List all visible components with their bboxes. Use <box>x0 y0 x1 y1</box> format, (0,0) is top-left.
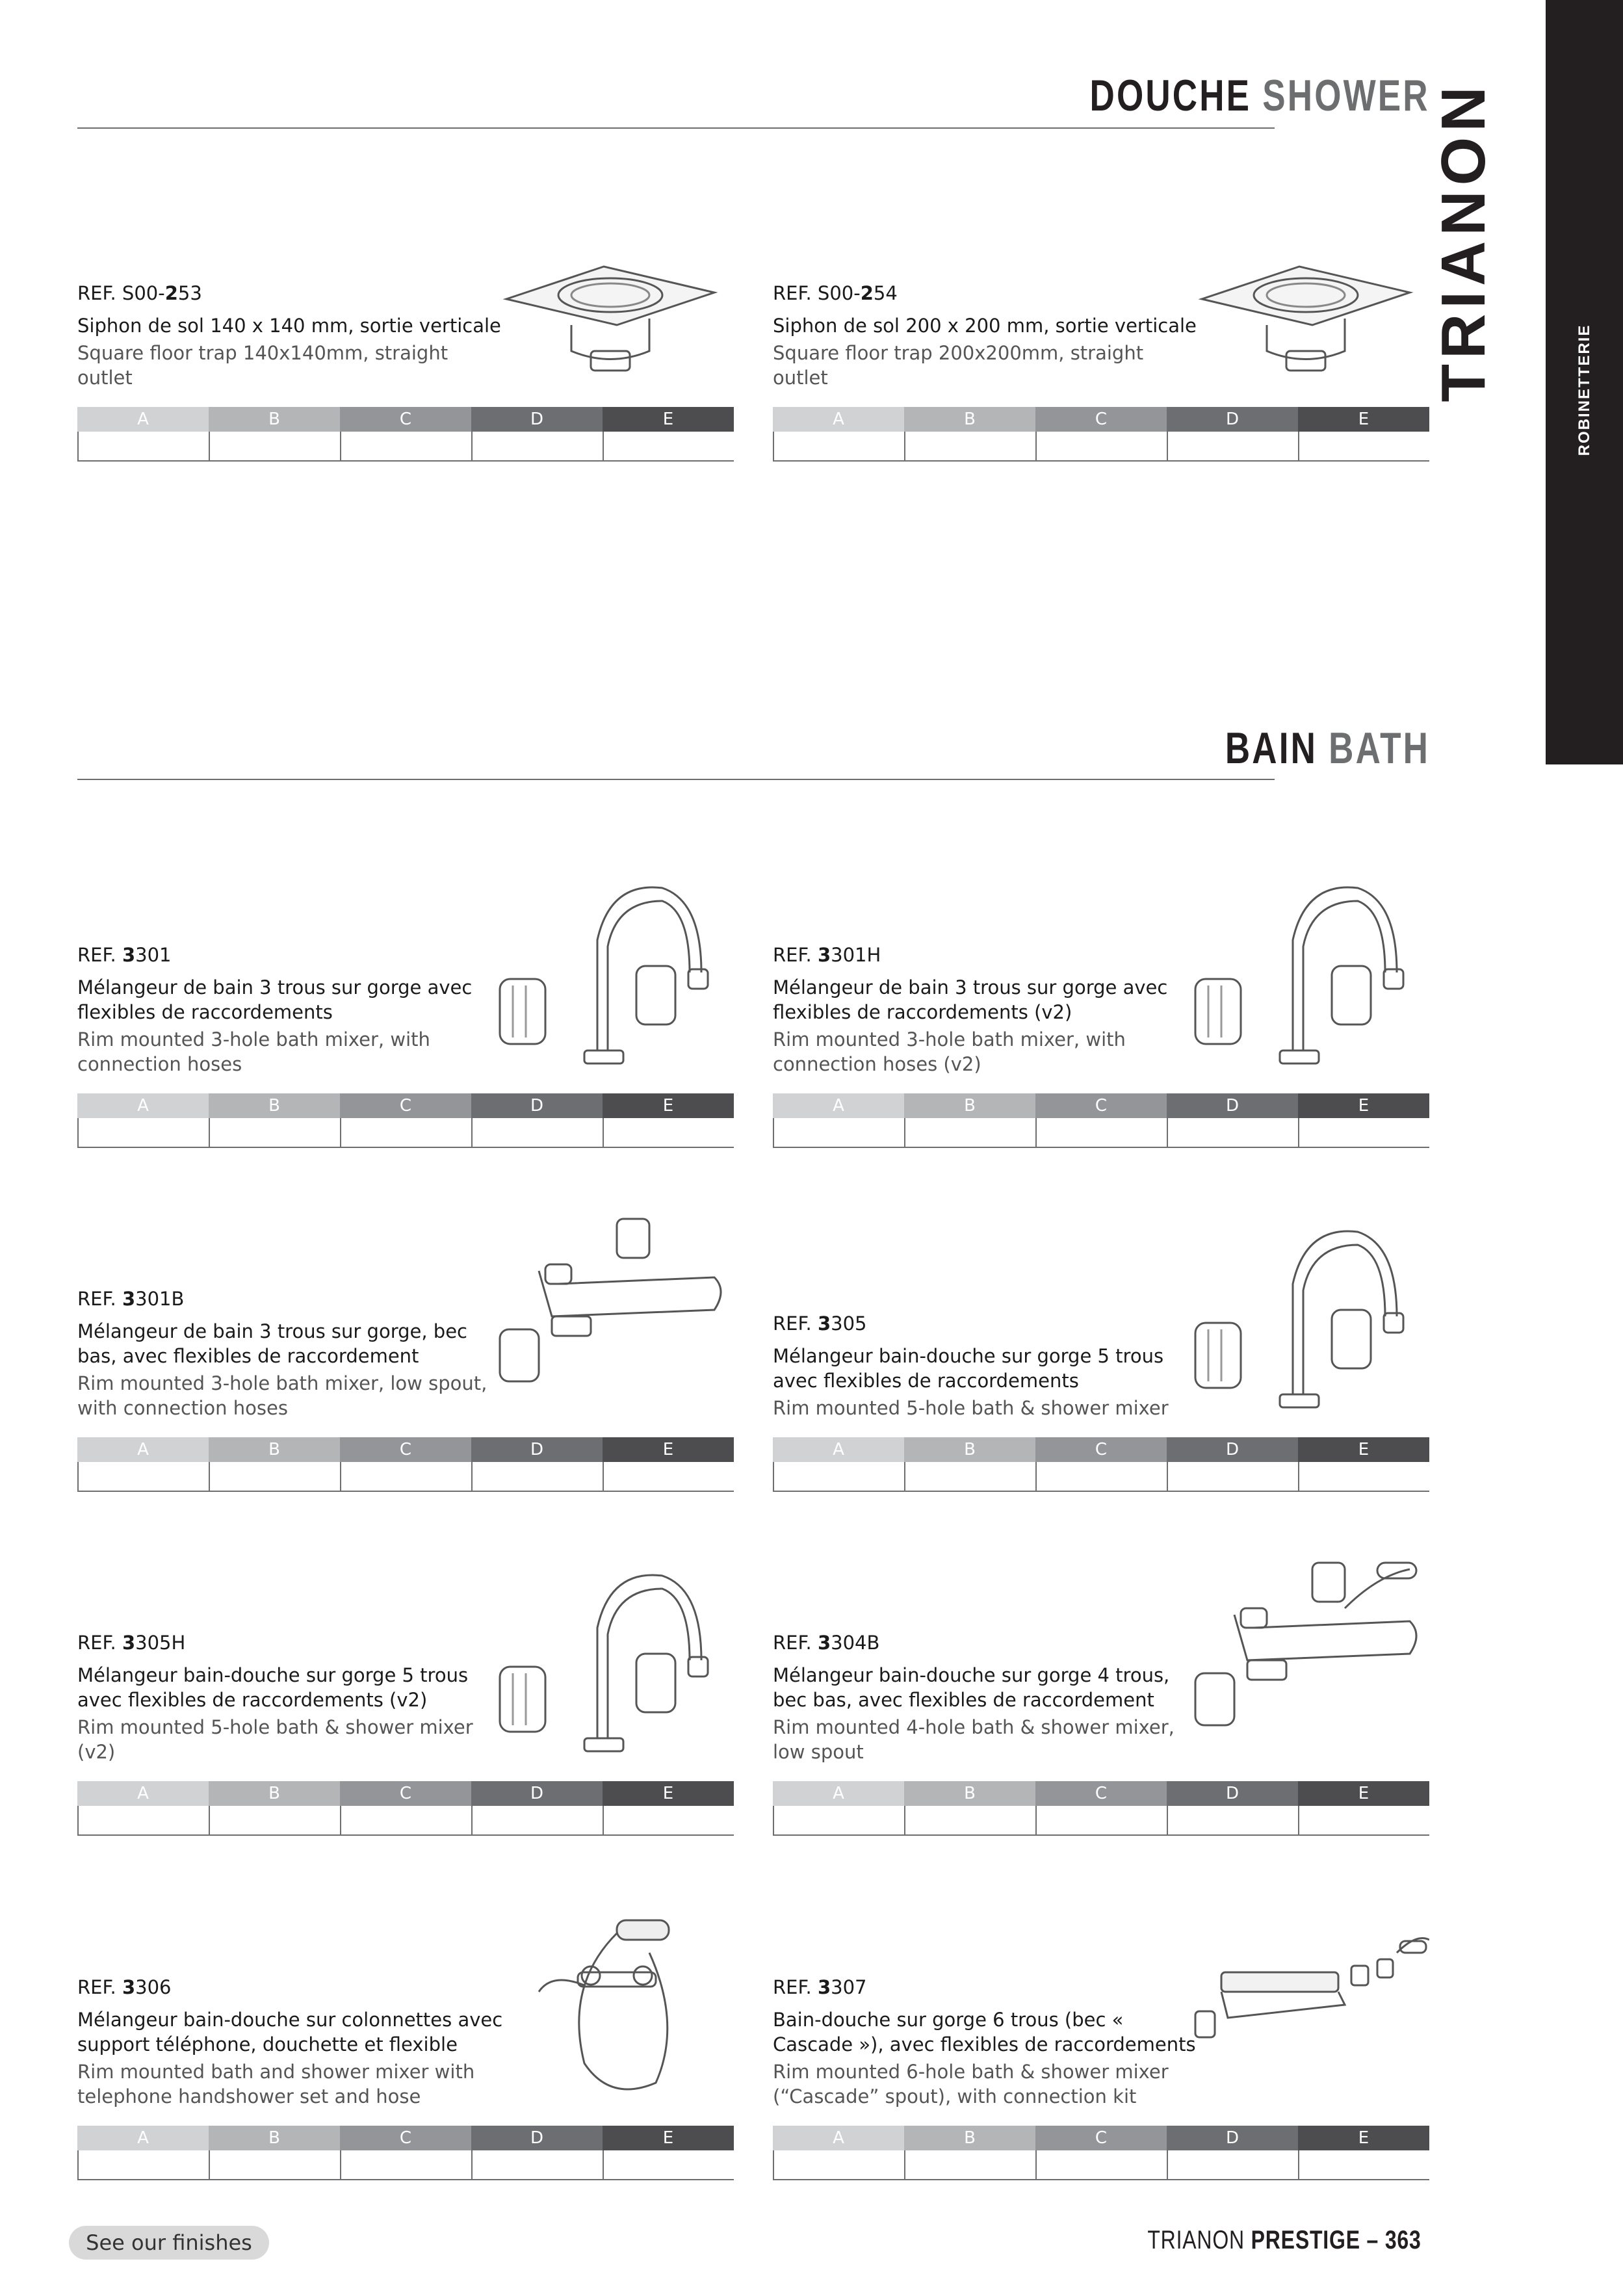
product-description-en: Rim mounted 4-hole bath & shower mixer, low spout <box>773 1716 1175 1763</box>
finish-cell <box>774 2150 905 2179</box>
finish-column-header: E <box>603 1093 734 1118</box>
finish-cell <box>79 1118 210 1147</box>
product-description-fr: Mélangeur de bain 3 trous sur gorge avec flexibles de raccordements <box>77 976 473 1023</box>
finish-cell <box>1299 1462 1429 1491</box>
finish-cell <box>774 1806 905 1834</box>
finish-cell <box>905 1462 1037 1491</box>
bath-shower-mixer-icon <box>1182 1206 1429 1420</box>
side-tab-label: ROBINETTERIE <box>1575 324 1593 456</box>
finish-column-header: A <box>77 1093 209 1118</box>
section-title-fr: BAIN <box>1225 724 1318 773</box>
finish-column-header: B <box>904 2126 1035 2150</box>
finish-cell <box>774 1462 905 1491</box>
finish-column-header: C <box>340 1437 471 1462</box>
finish-column-header: E <box>1298 407 1429 432</box>
finish-column-header: E <box>603 1437 734 1462</box>
finish-column-header: A <box>773 407 904 432</box>
finish-cell <box>774 1118 905 1147</box>
finish-column-header: C <box>340 2126 471 2150</box>
product-description-fr: Mélangeur bain-douche sur gorge 4 trous, bec bas, avec flexibles de raccordement <box>773 1664 1170 1711</box>
bath-shower-mixer-icon <box>487 1550 734 1764</box>
finish-cell <box>905 1118 1037 1147</box>
product-block <box>773 1550 1429 1764</box>
finish-cell <box>905 432 1037 460</box>
side-tab <box>1546 0 1623 764</box>
finish-cell <box>1037 1118 1168 1147</box>
product-text <box>773 944 1202 1076</box>
product-block <box>773 1894 1429 2109</box>
product-ref: REF. 3305 <box>773 1312 867 1335</box>
finish-cell <box>473 1806 604 1834</box>
product-block <box>77 862 734 1076</box>
product-text <box>77 1288 506 1420</box>
finish-column-header: B <box>209 1781 340 1806</box>
product-text <box>773 1632 1202 1764</box>
product-description-fr: Mélangeur bain-douche sur gorge 5 trous avec flexibles de raccordements <box>773 1345 1164 1392</box>
finish-cell <box>341 432 473 460</box>
finish-column-header: D <box>471 1437 603 1462</box>
finish-column-header: B <box>904 407 1035 432</box>
finish-column-header: C <box>1035 407 1167 432</box>
product-block <box>773 862 1429 1076</box>
brand-name: TRIANON <box>1429 81 1498 402</box>
finish-column-header: C <box>340 407 471 432</box>
section-title-shower <box>1090 70 1430 121</box>
finish-column-header: C <box>1035 1781 1167 1806</box>
finish-column-header: D <box>471 407 603 432</box>
product-description-fr: Bain-douche sur gorge 6 trous (bec « Cascade »), avec flexibles de raccordements <box>773 2009 1196 2055</box>
finish-column-header: A <box>773 1781 904 1806</box>
finish-cell <box>604 432 734 460</box>
finish-column-header: B <box>209 2126 340 2150</box>
finish-cell <box>604 1462 734 1491</box>
finish-cell <box>473 2150 604 2179</box>
finish-cell <box>79 2150 210 2179</box>
low-spout-shower-mixer-icon <box>1182 1550 1429 1764</box>
finish-column-header: D <box>471 1781 603 1806</box>
finish-cell <box>604 2150 734 2179</box>
product-block <box>77 1550 734 1764</box>
finish-column-header: E <box>603 2126 734 2150</box>
product-description-en: Square floor trap 140x140mm, straight outlet <box>77 342 448 389</box>
finish-column-header: B <box>904 1093 1035 1118</box>
finish-cell <box>1168 2150 1299 2179</box>
product-description-en: Rim mounted 3-hole bath mixer, with connection hoses <box>77 1028 430 1075</box>
finish-cell <box>1299 2150 1429 2179</box>
finish-table <box>773 2126 1429 2180</box>
product-description-en: Rim mounted 3-hole bath mixer, low spout, with connection hoses <box>77 1372 487 1419</box>
product-description-fr: Mélangeur bain-douche sur colonnettes avec support téléphone, douchette et flexible <box>77 2009 503 2055</box>
finish-column-header: B <box>904 1437 1035 1462</box>
product-text <box>77 282 506 390</box>
product-description-en: Rim mounted 5-hole bath & shower mixer (v2) <box>77 1716 473 1763</box>
finish-column-header: E <box>1298 2126 1429 2150</box>
finish-table <box>77 1781 734 1836</box>
section-title-en: SHOWER <box>1262 71 1430 120</box>
finish-table <box>77 407 734 462</box>
product-text <box>773 1312 1202 1420</box>
finish-column-header: B <box>904 1781 1035 1806</box>
product-block <box>773 1206 1429 1420</box>
finish-column-header: C <box>1035 1437 1167 1462</box>
product-text <box>773 282 1202 390</box>
see-finishes-button[interactable]: See our finishes <box>69 2226 269 2260</box>
finish-cell <box>774 432 905 460</box>
product-description-fr: Mélangeur bain-douche sur gorge 5 trous avec flexibles de raccordements (v2) <box>77 1664 469 1711</box>
floor-trap-icon <box>487 254 734 390</box>
product-text <box>77 1632 506 1764</box>
finish-column-header: E <box>1298 1781 1429 1806</box>
finish-column-header: A <box>773 1437 904 1462</box>
product-text <box>77 1976 506 2109</box>
product-ref: REF. 3301 <box>77 944 172 966</box>
finish-column-header: B <box>209 1437 340 1462</box>
finish-cell <box>604 1806 734 1834</box>
footer-page-label: PRESTIGE – 363 <box>1251 2226 1422 2254</box>
product-text <box>77 944 506 1076</box>
finish-cell <box>1168 1806 1299 1834</box>
product-block <box>77 1894 734 2109</box>
product-ref: REF. 3304B <box>773 1632 880 1654</box>
cascade-mixer-icon <box>1182 1894 1429 2109</box>
product-ref: REF. S00-254 <box>773 282 898 304</box>
finish-table <box>77 2126 734 2180</box>
finish-cell <box>1168 1462 1299 1491</box>
finish-cell <box>210 1462 341 1491</box>
section-title-bath <box>1225 723 1430 774</box>
bath-mixer-icon <box>487 862 734 1076</box>
finish-cell <box>1168 1118 1299 1147</box>
product-ref: REF. 3301B <box>77 1288 185 1310</box>
finish-column-header: D <box>1167 2126 1298 2150</box>
finish-table <box>77 1437 734 1492</box>
finish-column-header: C <box>1035 1093 1167 1118</box>
finish-column-header: A <box>77 1437 209 1462</box>
finish-cell <box>905 1806 1037 1834</box>
finish-cell <box>1037 2150 1168 2179</box>
finish-cell <box>79 1462 210 1491</box>
finish-column-header: C <box>340 1093 471 1118</box>
finish-cell <box>1037 1806 1168 1834</box>
finish-table <box>773 1781 1429 1836</box>
section-title-fr: DOUCHE <box>1089 71 1252 120</box>
finish-cell <box>1299 1806 1429 1834</box>
finish-column-header: E <box>603 407 734 432</box>
finish-cell <box>473 1462 604 1491</box>
bath-mixer-icon <box>1182 862 1429 1076</box>
finish-column-header: D <box>471 2126 603 2150</box>
finish-cell <box>473 432 604 460</box>
finish-cell <box>210 432 341 460</box>
finish-cell <box>905 2150 1037 2179</box>
finish-table <box>773 1437 1429 1492</box>
finish-cell <box>604 1118 734 1147</box>
finish-cell <box>1299 432 1429 460</box>
product-ref: REF. 3305H <box>77 1632 186 1654</box>
finish-column-header: C <box>1035 2126 1167 2150</box>
finish-cell <box>473 1118 604 1147</box>
product-block <box>773 254 1429 390</box>
telephone-shower-mixer-icon <box>487 1894 734 2109</box>
product-description-en: Rim mounted 3-hole bath mixer, with connection hoses (v2) <box>773 1028 1126 1075</box>
finish-column-header: A <box>77 1781 209 1806</box>
finish-column-header: A <box>773 2126 904 2150</box>
section-rule <box>77 127 1275 129</box>
finish-cell <box>210 1806 341 1834</box>
section-rule <box>77 779 1275 780</box>
product-description-en: Rim mounted 6-hole bath & shower mixer (“Cascade” spout), with connection kit <box>773 2061 1169 2107</box>
finish-cell <box>79 432 210 460</box>
floor-trap-icon <box>1182 254 1429 390</box>
finish-column-header: E <box>603 1781 734 1806</box>
product-ref: REF. 3301H <box>773 944 881 966</box>
finish-column-header: B <box>209 1093 340 1118</box>
finish-cell <box>341 1118 473 1147</box>
finish-table <box>773 1093 1429 1148</box>
finish-column-header: A <box>773 1093 904 1118</box>
finish-column-header: D <box>1167 1437 1298 1462</box>
finish-column-header: B <box>209 407 340 432</box>
product-description-en: Rim mounted bath and shower mixer with telephone handshower set and hose <box>77 2061 475 2107</box>
product-block <box>77 254 734 390</box>
product-description-fr: Siphon de sol 140 x 140 mm, sortie verticale <box>77 315 501 337</box>
finish-column-header: D <box>1167 407 1298 432</box>
footer-brand: TRIANON <box>1147 2226 1245 2254</box>
finish-cell <box>1299 1118 1429 1147</box>
finish-cell <box>341 1806 473 1834</box>
product-ref: REF. S00-253 <box>77 282 202 304</box>
product-ref: REF. 3307 <box>773 1976 867 1998</box>
finish-cell <box>210 2150 341 2179</box>
page-footer <box>1148 2226 1422 2255</box>
finish-column-header: E <box>1298 1093 1429 1118</box>
low-spout-mixer-icon <box>487 1206 734 1420</box>
finish-column-header: A <box>77 407 209 432</box>
product-description-fr: Mélangeur de bain 3 trous sur gorge avec flexibles de raccordements (v2) <box>773 976 1168 1023</box>
section-title-en: BATH <box>1329 724 1430 773</box>
product-description-fr: Siphon de sol 200 x 200 mm, sortie verticale <box>773 315 1197 337</box>
product-description-en: Rim mounted 5-hole bath & shower mixer <box>773 1397 1169 1419</box>
product-description-fr: Mélangeur de bain 3 trous sur gorge, bec bas, avec flexibles de raccordement <box>77 1320 467 1367</box>
finish-cell <box>341 1462 473 1491</box>
finish-cell <box>1037 432 1168 460</box>
finish-table <box>773 407 1429 462</box>
product-block <box>77 1206 734 1420</box>
finish-cell <box>210 1118 341 1147</box>
finish-column-header: A <box>77 2126 209 2150</box>
finish-cell <box>1037 1462 1168 1491</box>
finish-column-header: C <box>340 1781 471 1806</box>
finish-column-header: E <box>1298 1437 1429 1462</box>
finish-column-header: D <box>1167 1781 1298 1806</box>
finish-column-header: D <box>471 1093 603 1118</box>
product-text <box>773 1976 1202 2109</box>
finish-cell <box>79 1806 210 1834</box>
finish-cell <box>1168 432 1299 460</box>
product-ref: REF. 3306 <box>77 1976 172 1998</box>
product-description-en: Square floor trap 200x200mm, straight outlet <box>773 342 1144 389</box>
finish-table <box>77 1093 734 1148</box>
finish-cell <box>341 2150 473 2179</box>
finish-column-header: D <box>1167 1093 1298 1118</box>
